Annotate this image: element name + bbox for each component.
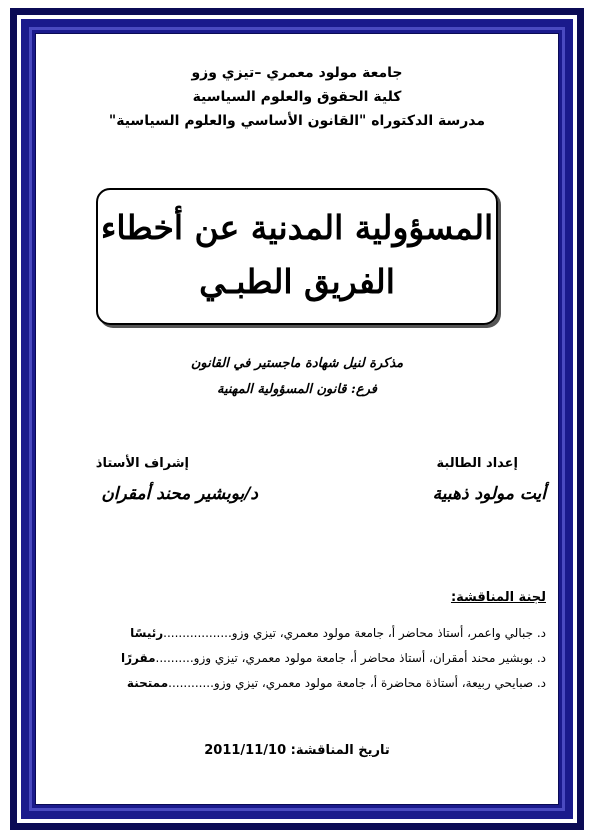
- committee-member-text: د. صبايحي ربيعة، أستاذة محاضرة أ، جامعة مولود معمري، تيزي وزو............: [168, 676, 546, 690]
- committee-member-role: رئيسًا: [130, 626, 164, 640]
- supervisor-label: إشراف الأستاذ: [95, 456, 189, 471]
- committee-member-role: ممتحنة: [126, 676, 169, 690]
- supervisor-name: د/بوبشير محند أمقران: [101, 484, 258, 504]
- discussion-date: [35, 743, 559, 758]
- thesis-title-line-2: الفريق الطبـي: [199, 262, 395, 301]
- committee-title: لجنة المناقشة:: [450, 590, 546, 605]
- thesis-title-line-1: المسؤولية المدنية عن أخطاء: [100, 208, 494, 247]
- committee-member: [130, 626, 546, 640]
- committee-member: [121, 651, 546, 665]
- doctoral-school: مدرسة الدكتوراه "القانون الأساسي والعلوم السياسية": [108, 113, 486, 129]
- discussion-date-value: 2011/11/10: [204, 743, 287, 758]
- committee-member: [127, 676, 546, 690]
- committee-member-text: د. جبالي واعمر، أستاذ محاضر أ، جامعة مولود معمري، تيزي وزو..................: [163, 626, 546, 640]
- discussion-date-label: تاريخ المناقشة:: [290, 743, 390, 758]
- degree-statement: مذكرة لنيل شهادة ماجستير في القانون: [190, 356, 404, 371]
- university-name: جامعة مولود معمري –تيزي وزو: [191, 65, 403, 81]
- faculty-name: كلية الحقوق والعلوم السياسية: [192, 89, 402, 105]
- student-label: إعداد الطالبة: [436, 456, 518, 471]
- committee-member-role: مقررًا: [120, 651, 156, 665]
- branch-statement: فرع: قانون المسؤولية المهنية: [216, 382, 377, 397]
- thesis-title-box: [96, 188, 498, 325]
- student-name: أيت مولود ذهبية: [432, 484, 546, 504]
- committee-member-text: د. بوبشير محند أمقران، أستاذ محاضر أ، جامعة مولود معمري، تيزي وزو..........: [155, 651, 546, 665]
